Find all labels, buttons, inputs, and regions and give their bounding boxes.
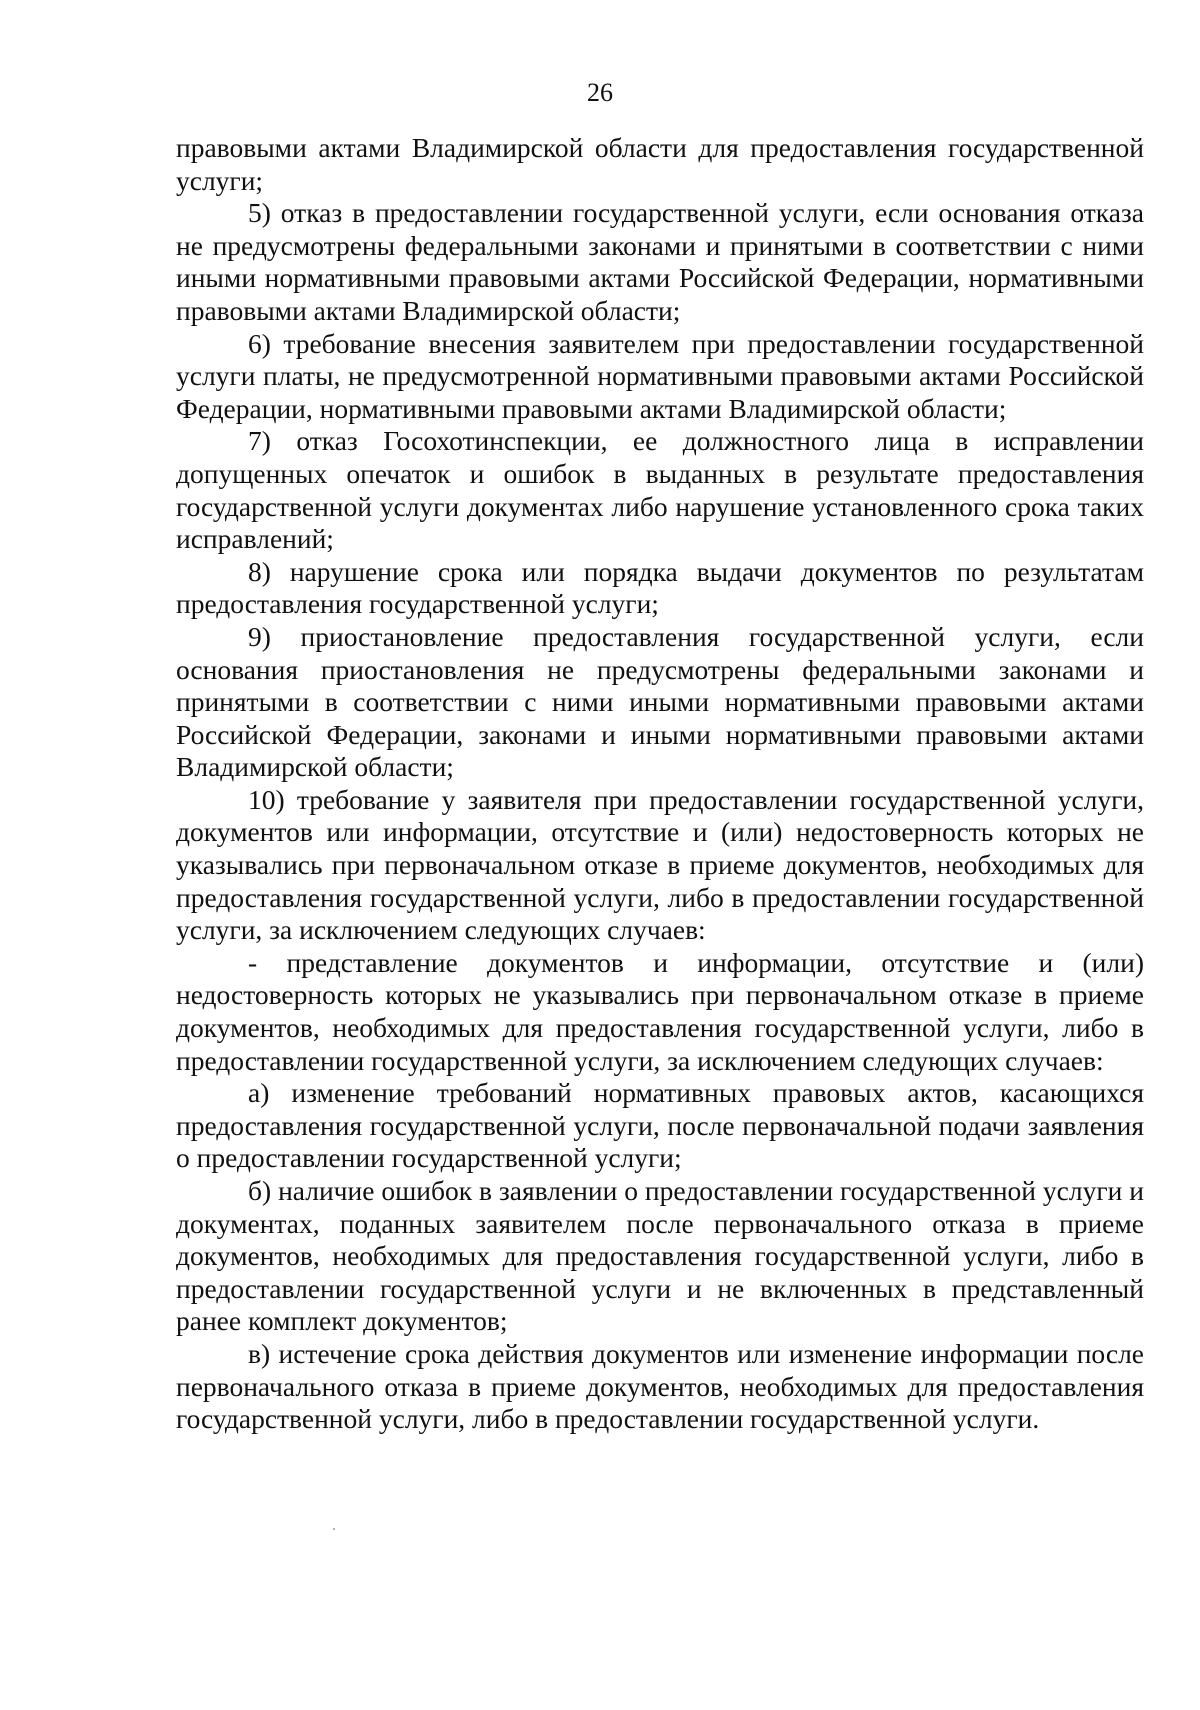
paragraph-item-9: 9) приостановление предоставления государственной услуги, если основания приостановления не предусмотрены федеральными законами и принятыми в соответствии с ними иными нормативными правовыми актами Российской Федерации, законами и иными нормативными правовыми актами Владимирской области; [176, 620, 1144, 783]
paragraph-item-6: 6) требование внесения заявителем при предоставлении государственной услуги платы, не предусмотренной нормативными правовыми актами Российской Федерации, нормативными правовыми актами Владимирской области; [176, 327, 1144, 424]
page-number: 26 [587, 78, 613, 107]
scan-speck [333, 1528, 335, 1530]
paragraph-dash-item: - представление документов и информации, отсутствие и (или) недостоверность которых не указывались при первоначальном отказе в приеме документов, необходимых для предоставления государственной услуги, либо в предоставлении государственной услуги, за исключением следующих случаев: [176, 946, 1144, 1076]
paragraph-item-8: 8) нарушение срока или порядка выдачи документов по результатам предоставления государственной услуги; [176, 555, 1144, 620]
paragraph-subitem-a: а) изменение требований нормативных правовых актов, касающихся предоставления государственной услуги, после первоначальной подачи заявления о предоставлении государственной услуги; [176, 1077, 1144, 1174]
paragraph-item-7: 7) отказ Госохотинспекции, ее должностного лица в исправлении допущенных опечаток и ошибок в выданных в результате предоставления государственной услуги документах либо нарушение установленного срока таких исправлений; [176, 425, 1144, 555]
paragraph-item-10: 10) требование у заявителя при предоставлении государственной услуги, документов или информации, отсутствие и (или) недостоверность которых не указывались при первоначальном отказе в приеме документов, необходимых для предоставления государственной услуги, либо в предоставлении государственной услуги, за исключением следующих случаев: [176, 783, 1144, 946]
paragraph-subitem-b: б) наличие ошибок в заявлении о предоставлении государственной услуги и документах, поданных заявителем после первоначального отказа в приеме документов, необходимых для предоставления государственной услуги, либо в предоставлении государственной услуги и не включенных в представленный ранее комплект документов; [176, 1175, 1144, 1337]
document-body [176, 132, 1144, 1436]
paragraph-continuation: правовыми актами Владимирской области для предоставления государственной услуги; [176, 132, 1144, 196]
paragraph-item-5: 5) отказ в предоставлении государственной услуги, если основания отказа не предусмотрены федеральными законами и принятыми в соответствии с ними иными нормативными правовыми актами Российской Федерации, нормативными правовыми актами Владимирской области; [176, 197, 1144, 326]
paragraph-subitem-v: в) истечение срока действия документов или изменение информации после первоначального отказа в приеме документов, необходимых для предоставления государственной услуги, либо в предоставлении государственной услуги. [176, 1337, 1144, 1435]
